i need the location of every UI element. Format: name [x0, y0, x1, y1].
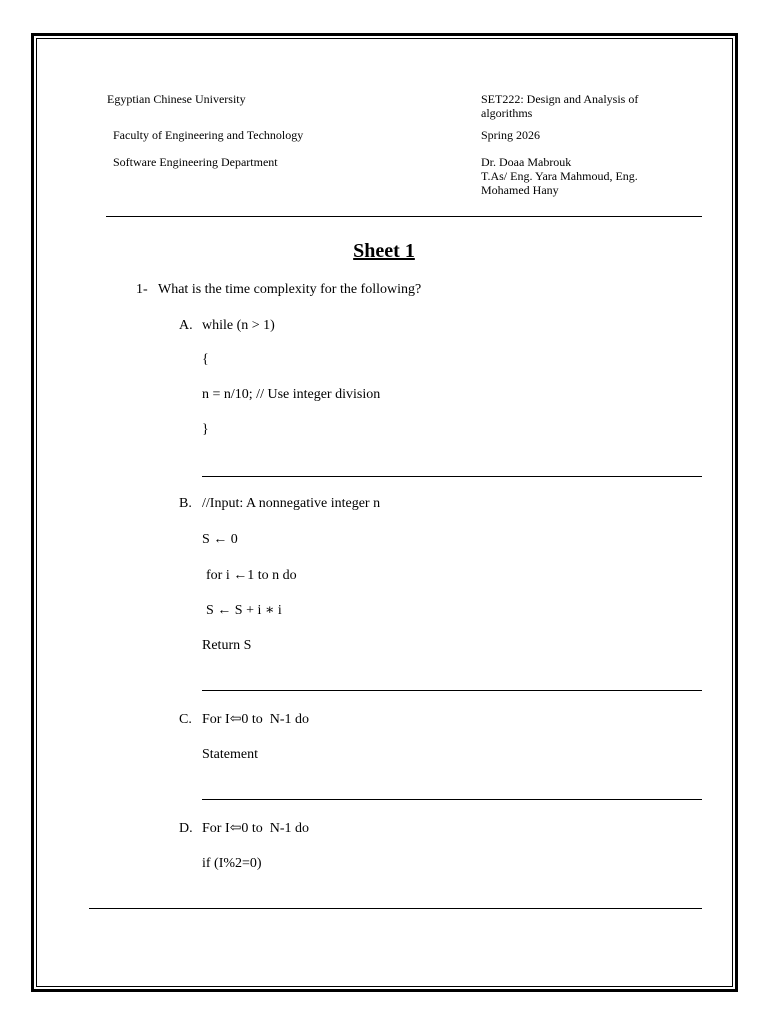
answer-line	[202, 690, 702, 691]
faculty-name: Faculty of Engineering and Technology	[113, 128, 304, 142]
question-text: What is the time complexity for the following?	[158, 282, 422, 297]
code-line: if (I%2=0)	[202, 856, 262, 871]
teaching-assistants-line2: Mohamed Hany	[481, 183, 559, 197]
code-line: Return S	[202, 638, 252, 653]
code-line: For I⇦0 to N-1 do	[202, 712, 310, 727]
code-line: n = n/10; // Use integer division	[202, 387, 381, 402]
part-d-label: D.	[179, 821, 193, 836]
footer-divider	[89, 908, 702, 909]
instructor-name: Dr. Doaa Mabrouk	[481, 155, 572, 169]
code-line: For I⇦0 to N-1 do	[202, 821, 310, 836]
code-line: Statement	[202, 747, 258, 762]
part-c-label: C.	[179, 712, 192, 727]
answer-line	[202, 799, 702, 800]
code-line: S ← S + i ∗ i	[206, 603, 282, 618]
course-title-line1: SET222: Design and Analysis of	[481, 92, 639, 106]
code-line: for i ←1 to n do	[206, 568, 297, 583]
semester: Spring 2026	[481, 128, 541, 142]
department-name: Software Engineering Department	[113, 155, 278, 169]
code-line: {	[202, 352, 209, 367]
code-line: while (n > 1)	[202, 318, 275, 333]
part-a-label: A.	[179, 318, 193, 333]
course-title-line2: algorithms	[481, 106, 533, 120]
code-line: S ← 0	[202, 532, 238, 547]
part-b-label: B.	[179, 496, 192, 511]
code-line: }	[202, 422, 209, 437]
sheet-title: Sheet 1	[353, 240, 415, 262]
university-name: Egyptian Chinese University	[107, 92, 246, 106]
question-number: 1-	[136, 282, 148, 297]
code-line: //Input: A nonnegative integer n	[202, 496, 381, 511]
teaching-assistants-line1: T.As/ Eng. Yara Mahmoud, Eng.	[481, 169, 638, 183]
answer-line	[202, 476, 702, 477]
header-divider	[106, 216, 702, 217]
